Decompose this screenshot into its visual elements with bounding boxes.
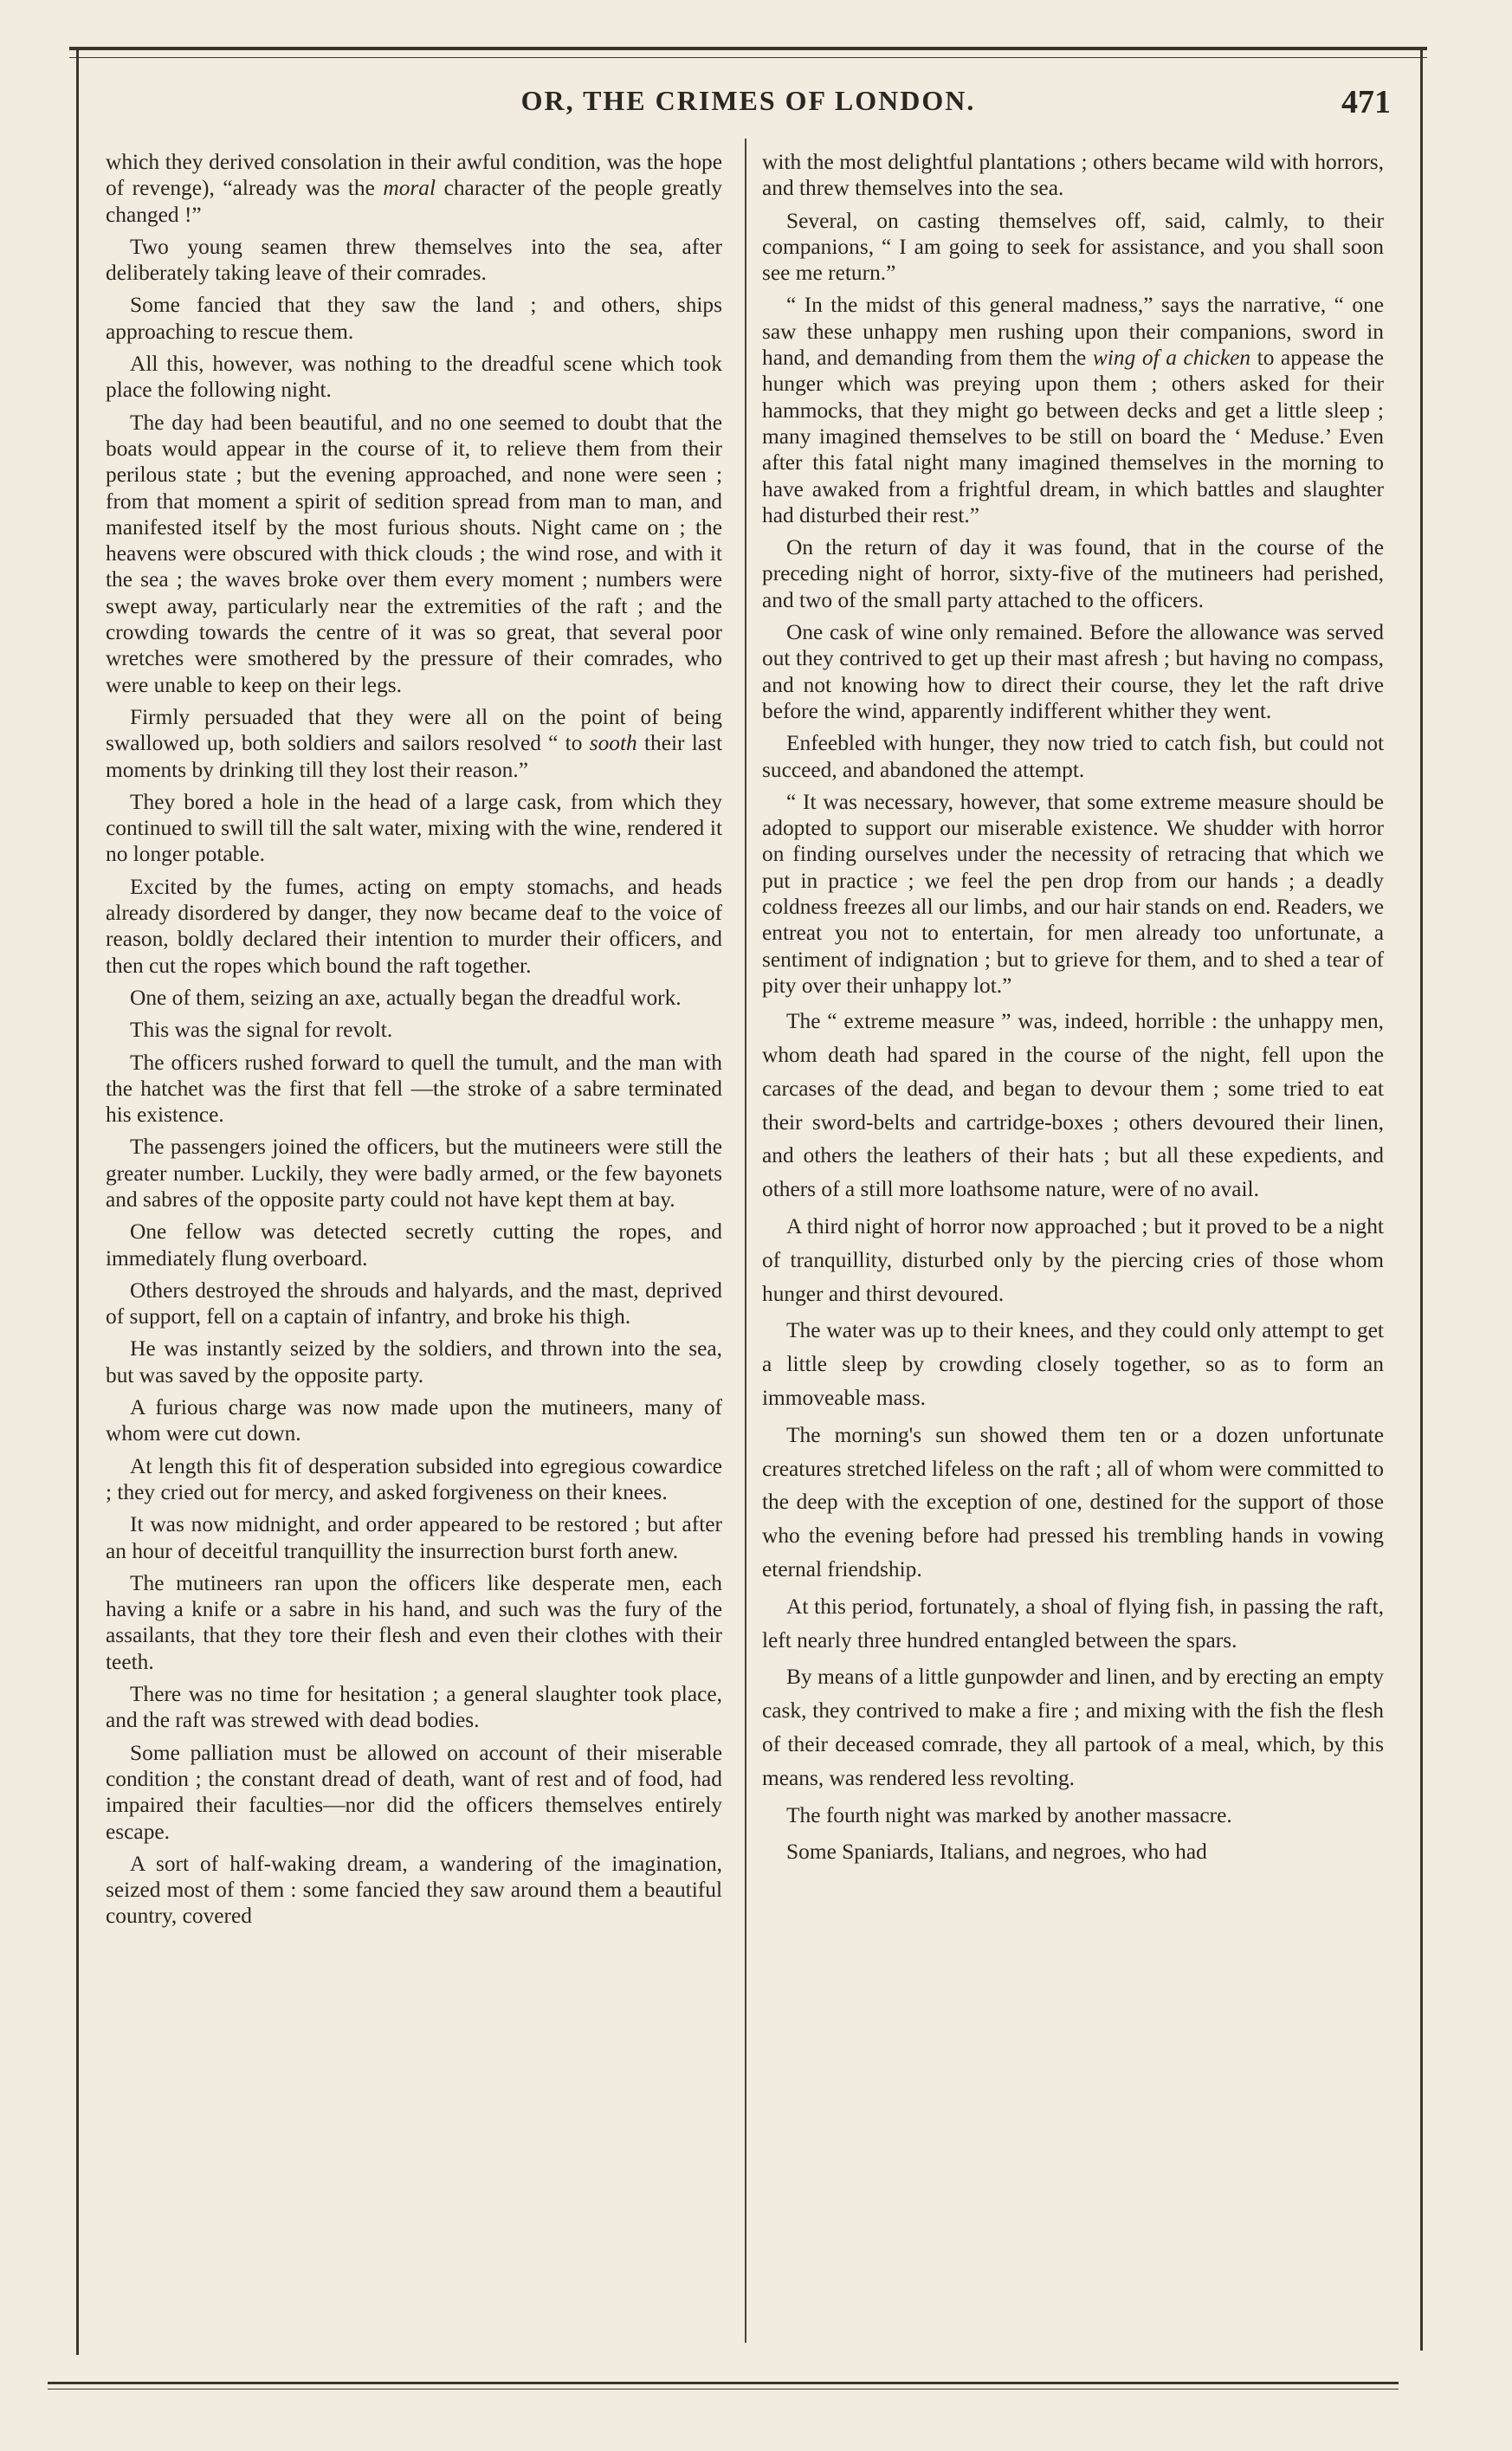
paragraph	[762, 1799, 1384, 1833]
paragraph-text: character of the people greatly changed !”	[106, 176, 723, 227]
paragraph	[762, 730, 1384, 783]
paragraph	[762, 1590, 1384, 1658]
paragraph-text: This was the signal for revolt.	[130, 1018, 393, 1043]
paragraph-text: Two young seamen threw themselves into the sea, after deliberately taking leave of their comrades.	[106, 234, 722, 286]
running-title: OR, THE CRIMES OF LONDON.	[520, 85, 976, 116]
paragraph-text: On the return of day it was found, that in the course of the preceding night of horror, sixty-five of the mutineers had perished, and two of the small party attached to the officers.	[762, 535, 1384, 612]
paragraph-text: It was now midnight, and order appeared to be restored ; but after an hour of deceitful tranquillity the insurrection burst forth anew.	[106, 1512, 722, 1563]
paragraph	[106, 1277, 722, 1330]
paragraph-text: One fellow was detected secretly cutting the ropes, and immediately flung overboard.	[106, 1219, 722, 1271]
paragraph-text: Firmly persuaded that they were all on the point of being swallowed up, both soldiers and sailors resolved “ to	[106, 704, 722, 756]
paragraph-text: At this period, fortunately, a shoal of flying fish, in passing the raft, left nearly three hundred entangled between the spars.	[762, 1594, 1384, 1652]
italic-text: sooth	[589, 731, 637, 756]
paragraph-text: Some Spaniards, Italians, and negroes, who had	[786, 1840, 1207, 1865]
paragraph-text: Excited by the fumes, acting on empty stomachs, and heads already disordered by danger, they now became deaf to the voice of reason, boldly declared their intention to murder their officers, and then cut the ropes which bound the raft together.	[106, 874, 722, 978]
paragraph-text: The “ extreme measure ” was, indeed, horrible : the unhappy men, whom death had spared in the course of the night, fell upon the carcases of the dead, and began to devour them ; some tried to eat their sword-belts and cartridge-boxes ; others devoured their linen, and others the leathers of their hats ; but all these expedients, and others of a still more loathsome nature, were of no avail.	[762, 1009, 1384, 1202]
paragraph-text: to appease the hunger which was preying upon them ; others asked for their hammocks, that they might go between decks and get a little sleep ; many imagined themselves to be still on board the ‘ Meduse.’ Even after this fatal night many imagined themselves in the morning to have awaked from a frightful dream, in which battles and slaughter had disturbed their rest.”	[762, 346, 1384, 527]
page-header	[87, 85, 1410, 132]
paragraph	[106, 1511, 722, 1564]
paragraph-text: with the most delightful plantations ; others became wild with horrors, and threw themselves into the sea.	[762, 150, 1384, 201]
paragraph-text: which they derived consolation in their awful condition, was the hope of revenge), “already was the	[106, 150, 722, 201]
paragraph	[106, 351, 722, 404]
paragraph-text: At length this fit of desperation subsided into egregious cowardice ; they cried out for mercy, and asked forgiveness on their knees.	[106, 1453, 722, 1504]
left-column	[106, 149, 722, 1936]
paragraph	[106, 704, 722, 783]
paragraph-text: One cask of wine only remained. Before the allowance was served out they contrived to get up their mast afresh ; but having no compass, and not knowing how to direct their course, they let the raft drive before the wind, apparently indifferent whither they went.	[762, 620, 1384, 723]
italic-text: moral	[383, 176, 436, 201]
paragraph	[106, 292, 722, 345]
bottom-rule-thin	[48, 2389, 1399, 2390]
paragraph	[762, 149, 1384, 202]
paragraph	[762, 1210, 1384, 1310]
paragraph-text: Enfeebled with hunger, they now tried to catch fish, but could not succeed, and abandoned the attempt.	[762, 731, 1384, 782]
paragraph	[762, 619, 1384, 724]
paragraph-text: “ It was necessary, however, that some extreme measure should be adopted to support our miserable existence. We shudder with horror on finding ourselves under the necessity of retracing that which we put in practice ; we feel the pen drop from our hands ; a deadly coldness freezes all our limbs, and our hair stands on end. Readers, we entreat you not to entertain, for men already too unfortunate, a sentiment of indignation ; but to grieve for them, and to shed a tear of pity over their unhappy lot.”	[762, 789, 1384, 998]
paragraph-text: He was instantly seized by the soldiers, and thrown into the sea, but was saved by the opposite party.	[106, 1336, 722, 1387]
column-divider	[745, 139, 746, 2343]
paragraph	[106, 1219, 722, 1271]
paragraph-text: By means of a little gunpowder and linen, and by erecting an empty cask, they contrived to make a fire ; and mixing with the fish the flesh of their deceased comrade, they all partook of a meal, which, by this means, was rendered less revolting.	[762, 1665, 1384, 1790]
paragraph	[762, 292, 1384, 528]
paragraph-text: One of them, seizing an axe, actually began the dreadful work.	[130, 985, 682, 1010]
page-number: 471	[1341, 84, 1391, 120]
paragraph	[106, 410, 722, 698]
paragraph-text: The day had been beautiful, and no one seemed to doubt that the boats would appear in the course of it, to relieve them from their perilous state ; but the evening approached, and none were seen ; from that moment a spirit of sedition spread from man to man, and manifested itself by the most furious shouts. Night came on ; the heavens were obscured with thick clouds ; the wind rose, and with it the sea ; the waves broke over them every moment ; numbers were swept away, particularly near the extremities of the raft ; and the crowding towards the centre of it was so great, that several poor wretches were smothered by the pressure of their comrades, who were unable to keep on their legs.	[106, 410, 722, 697]
right-border-rule	[1420, 47, 1423, 2351]
paragraph-text: The water was up to their knees, and they could only attempt to get a little sleep by crowding closely together, so as to form an immoveable mass.	[762, 1318, 1384, 1410]
paragraph	[762, 1314, 1384, 1414]
paragraph	[106, 1851, 722, 1930]
paragraph-text: “ In the midst of this general madness,” says the narrative, “ one saw these unhappy men rushing upon their companions, sword in hand, and demanding from them the	[762, 293, 1384, 371]
paragraph-text: Some fancied that they saw the land ; and others, ships approaching to rescue them.	[106, 293, 722, 344]
paragraph-text: The officers rushed forward to quell the tumult, and the man with the hatchet was the first that fell —the stroke of a sabre terminated his existence.	[106, 1050, 722, 1128]
paragraph	[762, 208, 1384, 287]
paragraph-text: The fourth night was marked by another massacre.	[786, 1802, 1232, 1827]
paragraph	[106, 234, 722, 287]
italic-text: wing of a chicken	[1092, 346, 1251, 371]
paragraph-text: Others destroyed the shrouds and halyards, and the mast, deprived of support, fell on a captain of infantry, and broke his thigh.	[106, 1277, 722, 1329]
paragraph-text: their last moments by drinking till they lost their reason.”	[106, 731, 723, 782]
paragraph-text: A furious charge was now made upon the mutineers, many of whom were cut down.	[106, 1395, 722, 1446]
paragraph	[106, 1570, 722, 1675]
paragraph	[762, 1835, 1384, 1869]
paragraph	[106, 1050, 722, 1128]
paragraph	[106, 1740, 722, 1845]
paragraph	[106, 1453, 722, 1506]
paragraph-text: The mutineers ran upon the officers like desperate men, each having a knife or a sabre in his hand, and such was the fury of the assailants, that they tore their flesh and even their clothes with their teeth.	[106, 1570, 722, 1674]
paragraph-text: Several, on casting themselves off, said, calmly, to their companions, “ I am going to seek for assistance, and you shall soon see me return.”	[762, 208, 1384, 286]
paragraph-text: All this, however, was nothing to the dreadful scene which took place the following night.	[106, 352, 722, 403]
paragraph	[106, 1134, 722, 1213]
paragraph	[106, 149, 722, 228]
paragraph	[762, 789, 1384, 999]
paragraph-text: There was no time for hesitation ; a general slaughter took place, and the raft was strewed with dead bodies.	[106, 1682, 722, 1733]
paragraph-text: A sort of half-waking dream, a wandering of the imagination, seized most of them : some fancied they saw around them a beautiful country, covered	[106, 1851, 722, 1929]
paragraph	[762, 1660, 1384, 1795]
bottom-rule	[48, 2382, 1399, 2384]
paragraph	[106, 1017, 722, 1043]
right-column	[762, 149, 1384, 1872]
paragraph	[106, 1335, 722, 1388]
paragraph	[106, 874, 722, 979]
paragraph-text: The passengers joined the officers, but the mutineers were still the greater number. Luckily, they were badly armed, or the few bayonets and sabres of the opposite party could not have kept them at bay.	[106, 1135, 722, 1212]
paragraph-text: The morning's sun showed them ten or a dozen unfortunate creatures stretched lifeless on the raft ; all of whom were committed to the deep with the exception of one, destined for the support of those who the evening before had pressed his trembling hands in vowing eternal friendship.	[762, 1422, 1384, 1581]
top-rule	[69, 47, 1427, 50]
paragraph	[762, 1005, 1384, 1206]
paragraph-text: A third night of horror now approached ; but it proved to be a night of tranquillity, disturbed only by the piercing cries of those whom hunger and thirst devoured.	[762, 1213, 1384, 1306]
paragraph-text: They bored a hole in the head of a large cask, from which they continued to swill till the salt water, mixing with the wine, rendered it no longer potable.	[106, 789, 722, 867]
left-border-rule	[76, 47, 79, 2355]
paragraph	[106, 1394, 722, 1447]
paragraph	[762, 534, 1384, 613]
top-rule-thin	[69, 57, 1427, 58]
paragraph	[106, 985, 722, 1011]
paragraph	[762, 1419, 1384, 1587]
paragraph-text: Some palliation must be allowed on account of their miserable condition ; the constant dread of death, want of rest and of food, had impaired their faculties—nor did the officers themselves entirely escape.	[106, 1740, 722, 1844]
paragraph	[106, 789, 722, 868]
paragraph	[106, 1681, 722, 1734]
